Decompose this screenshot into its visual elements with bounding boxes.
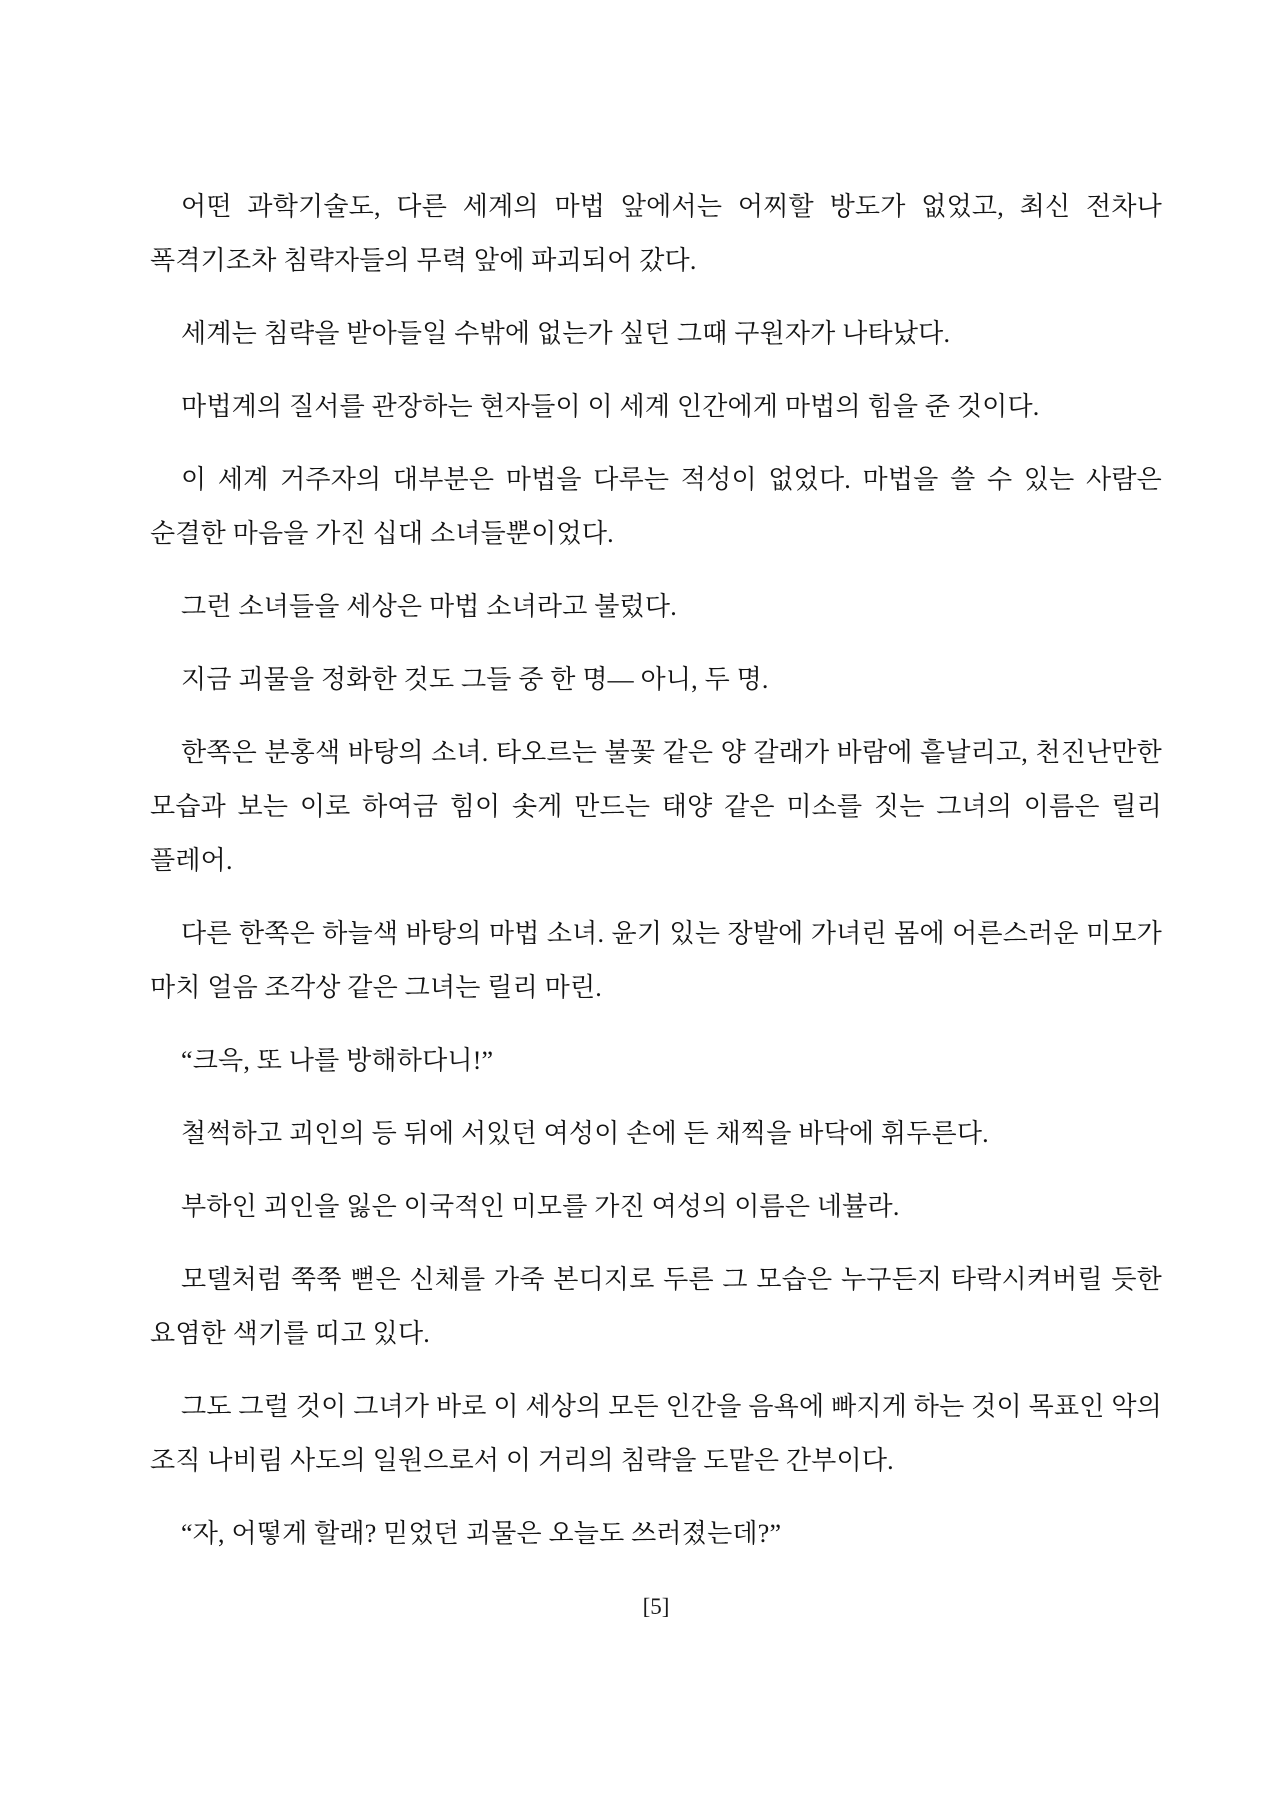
paragraph: 세계는 침략을 받아들일 수밖에 없는가 싶던 그때 구원자가 나타났다. [181, 319, 951, 348]
paragraph: 지금 괴물을 정화한 것도 그들 중 한 명— 아니, 두 명. [181, 665, 769, 694]
paragraph: 그도 그럴 것이 그녀가 바로 이 세상의 모든 인간을 음욕에 빠지게 하는 것이 목표인 악의 조직 나비림 사도의 일원으로서 이 거리의 침략을 도맡은 간부이다. [150, 1392, 1162, 1475]
paragraph: 이 세계 거주자의 대부분은 마법을 다루는 적성이 없었다. 마법을 쓸 수 있는 사람은 순결한 마음을 가진 십대 소녀들뿐이었다. [150, 465, 1162, 548]
paragraph: 다른 한쪽은 하늘색 바탕의 마법 소녀. 윤기 있는 장발에 가녀린 몸에 어른스러운 미모가 마치 얼음 조각상 같은 그녀는 릴리 마린. [150, 919, 1162, 1002]
paragraph: 모델처럼 쭉쭉 뻗은 신체를 가죽 본디지로 두른 그 모습은 누구든지 타락시켜버릴 듯한 요염한 색기를 띠고 있다. [150, 1265, 1162, 1348]
dialogue-paragraph: “크윽, 또 나를 방해하다니!” [181, 1046, 494, 1075]
paragraph: 마법계의 질서를 관장하는 현자들이 이 세계 인간에게 마법의 힘을 준 것이다. [181, 392, 1040, 421]
text-column [150, 180, 1162, 1561]
paragraph: 그런 소녀들을 세상은 마법 소녀라고 불렀다. [181, 592, 677, 621]
paragraph: 어떤 과학기술도, 다른 세계의 마법 앞에서는 어찌할 방도가 없었고, 최신 전차나 폭격기조차 침략자들의 무력 앞에 파괴되어 갔다. [150, 192, 1162, 275]
paragraph: 부하인 괴인을 잃은 이국적인 미모를 가진 여성의 이름은 네뷸라. [181, 1192, 900, 1221]
paragraph: 한쪽은 분홍색 바탕의 소녀. 타오르는 불꽃 같은 양 갈래가 바람에 흩날리고, 천진난만한 모습과 보는 이로 하여금 힘이 솟게 만드는 태양 같은 미소를 짓는 그녀의 이름은 릴리 플레어. [150, 738, 1162, 875]
page-number: [5] [642, 1594, 670, 1619]
dialogue-paragraph: “자, 어떻게 할래? 믿었던 괴물은 오늘도 쓰러졌는데?” [181, 1519, 782, 1548]
paragraph: 철썩하고 괴인의 등 뒤에 서있던 여성이 손에 든 채찍을 바닥에 휘두른다. [181, 1119, 989, 1148]
